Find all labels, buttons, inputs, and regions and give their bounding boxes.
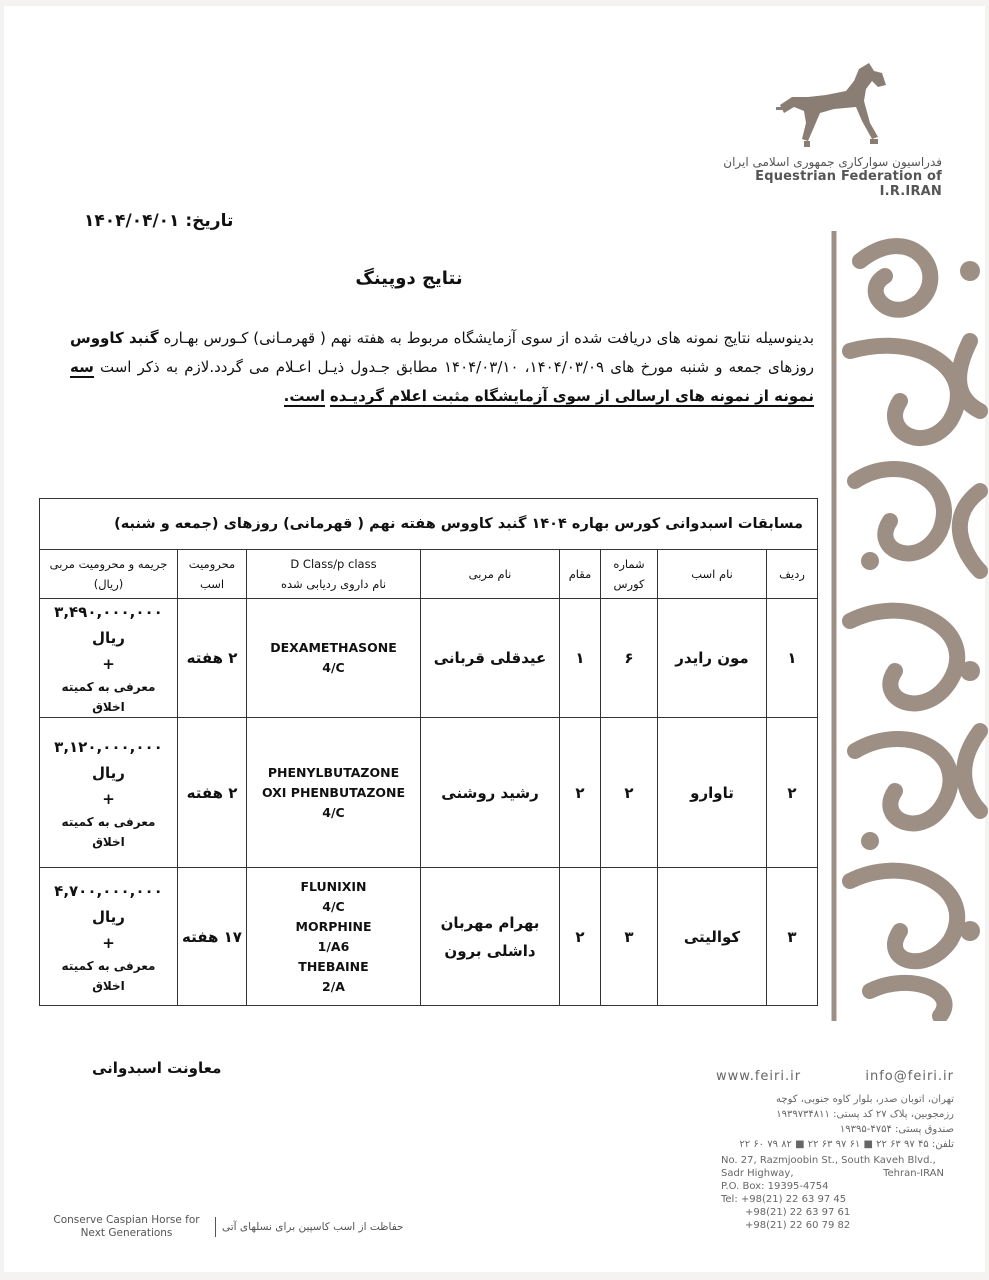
page-title: نتایج دوپینگ (355, 268, 463, 289)
header-coach: نام مربی (421, 550, 560, 599)
horse-ban: ۱۷ هفته (178, 868, 247, 1006)
body-line-3: می گردد.لازم به ذکر است (93, 358, 270, 376)
coach-name: بهرام مهربان داشلی برون (421, 868, 560, 1006)
coach-fine: ۳,۴۹۰,۰۰۰,۰۰۰ ریال + معرفی به کمیته اخلاق (40, 599, 178, 718)
table-row (40, 718, 818, 868)
federation-name-en: Equestrian Federation of I.R.IRAN (755, 169, 942, 199)
rank: ۲ (560, 718, 601, 868)
coach-name: عیدقلی قربانی (421, 599, 560, 718)
race-number: ۶ (601, 599, 658, 718)
federation-logo (704, 61, 954, 199)
signature-office: معاونت اسبدوانی (92, 1059, 222, 1077)
horse-name: مون رایدر (658, 599, 767, 718)
horse-name: کوالیتی (658, 868, 767, 1006)
horse-name: تاوارو (658, 718, 767, 868)
address-fa: تهران، اتوبان صدر، بلوار کاوه جنوبی، کوچه رزمجوبین، پلاک ۲۷ کد پستی: ۱۹۳۹۷۳۴۸۱۱ صندوق پستی: ۴۷۵۴-۱۹۳۹۵ تلفن: ۴۵ ۹۷ ۶۳ ۲۲ ■ ۶۱ ۹۷ ۶۳ ۲۲ ■ ۸۲ ۷۹ ۶۰ ۲۲ (739, 1094, 954, 1150)
rank: ۲ (560, 868, 601, 1006)
body-underlined-notice: سه نمونه از نمونه های ارسالی از سوی آزمایشگاه مثبت اعلام گردیـده (70, 358, 814, 405)
footer-slogan-fa: حفاظت از اسب کاسپین برای نسلهای آتی (222, 1221, 404, 1233)
header-horse-ban: محرومیت اسب (178, 550, 247, 599)
body-line-2: روزهای جمعه و شنبه مورخ های ۱۴۰۴/۰۳/۰۹، ۱۴۰۴/۰۳/۱۰ مطابق جـدول ذیـل اعـلام (275, 358, 814, 376)
coach-fine: ۳,۱۲۰,۰۰۰,۰۰۰ ریال + معرفی به کمیته اخلاق (40, 718, 178, 868)
address-en: No. 27, Razmjoobin St., South Kaveh Blvd., Sadr Highway, Tehran-IRAN P.O. Box: 19395-4754 Tel: +98(21) 22 63 97 45 +98(21) 22 63 97 61 +98(21) 22 60 79 82 (721, 1155, 944, 1231)
horse-ban: ۲ هفته (178, 599, 247, 718)
body-underlined-end: است. (283, 387, 326, 405)
body-line-1: بدینوسیله نتایج نمونه های دریافت شده از سوی آزمایشگاه مربوط به هفته نهم ( قهرمـانی) کـورس بهـاره (163, 329, 814, 347)
race-number: ۳ (601, 868, 658, 1006)
letter-body (70, 324, 814, 411)
federation-name-fa: فدراسیون سوارکاری جمهوری اسلامی ایران (723, 155, 942, 169)
table-caption: مسابقات اسبدوانی کورس بهاره ۱۴۰۴ گنبد کاووس هفته نهم ( قهرمانی) روزهای (جمعه و شنبه) (40, 499, 818, 550)
row-number: ۱ (767, 599, 818, 718)
header-horse: نام اسب (658, 550, 767, 599)
letter-page (4, 6, 985, 1272)
header-row-number: ردیف (767, 550, 818, 599)
rank: ۱ (560, 599, 601, 718)
drug-list: FLUNIXIN 4/C MORPHINE 1/A6 THEBAINE 2/A (247, 868, 421, 1006)
table-row (40, 599, 818, 718)
coach-name: رشید روشنی (421, 718, 560, 868)
doping-results-table (39, 498, 818, 1006)
body-bold-location: گنبد کاووس (70, 329, 159, 347)
race-number: ۲ (601, 718, 658, 868)
row-number: ۳ (767, 868, 818, 1006)
header-race-number: شماره کورس (601, 550, 658, 599)
letter-date: تاریخ: ۱۴۰۴/۰۴/۰۱ (84, 211, 234, 231)
row-number: ۲ (767, 718, 818, 868)
header-fine: جریمه و محرومیت مربی (ریال) (40, 550, 178, 599)
table-row (40, 868, 818, 1006)
table-header-row (40, 550, 818, 599)
contact-block (716, 1069, 954, 1232)
horse-logo-icon (774, 61, 894, 151)
drug-list: PHENYLBUTAZONE OXI PHENBUTAZONE 4/C (247, 718, 421, 868)
footer-divider (215, 1217, 216, 1237)
header-rank: مقام (560, 550, 601, 599)
website-link[interactable]: www.feiri.ir (716, 1069, 802, 1084)
horse-ban: ۲ هفته (178, 718, 247, 868)
footer-slogan-en: Conserve Caspian Horse for Next Generations (53, 1214, 200, 1239)
email-link[interactable]: info@feiri.ir (865, 1069, 954, 1084)
decorative-ornament-border (830, 231, 989, 1021)
footer-slogan (44, 1214, 404, 1240)
coach-fine: ۴,۷۰۰,۰۰۰,۰۰۰ ریال + معرفی به کمیته اخلاق (40, 868, 178, 1006)
header-drug: D Class/p class نام داروی ردیابی شده (247, 550, 421, 599)
drug-list: DEXAMETHASONE 4/C (247, 599, 421, 718)
